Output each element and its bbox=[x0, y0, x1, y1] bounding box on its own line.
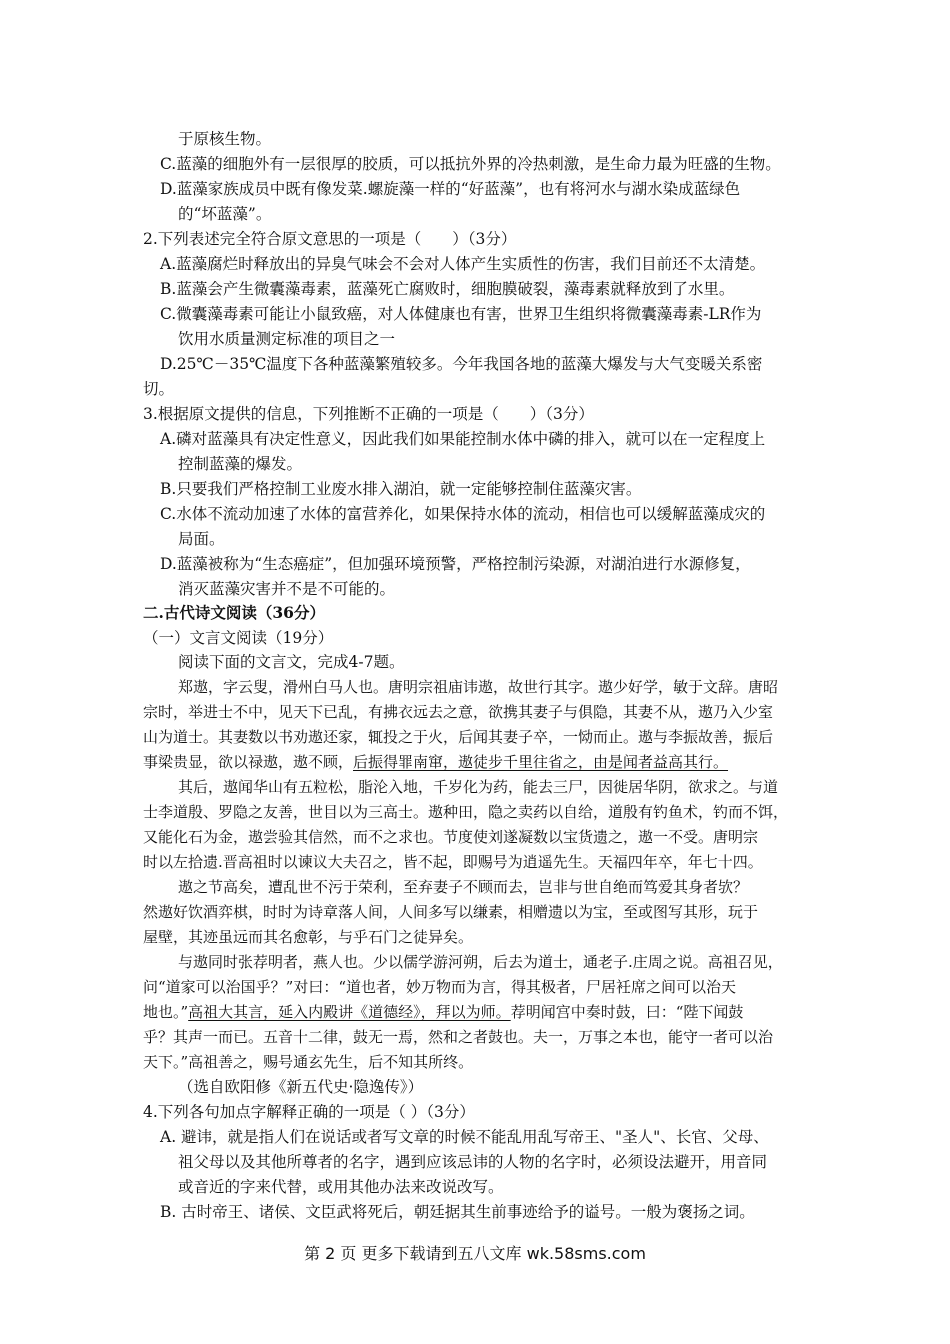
section-title: 二.古代诗文阅读（36分） bbox=[143, 603, 325, 622]
passage-p1-line3: 山为道士。其妻数以书劝遨还家，辄投之于火，后闻其妻子卒，一恸而止。遨与李振故善，振后 bbox=[143, 728, 774, 746]
passage-p4-line1: 与遨同时张荐明者，燕人也。少以儒学游河朔，后去为道士，通老子.庄周之说。高祖召见， bbox=[178, 953, 783, 971]
q2-option-d-line2: 切。 bbox=[143, 380, 175, 398]
passage-p1-line4-plain: 事梁贵显，欲以禄遨，遨不顾， bbox=[143, 753, 354, 771]
q1-option-c: C.蓝藻的细胞外有一层很厚的胶质，可以抵抗外界的冷热刺激，是生命力最为旺盛的生物。 bbox=[160, 155, 781, 173]
q1-option-d-line2: 的“坏蓝藻”。 bbox=[178, 205, 272, 223]
reading-instruction: 阅读下面的文言文，完成4-7题。 bbox=[178, 653, 405, 671]
q4-stem: 4.下列各句加点字解释正确的一项是（ ）（3分） bbox=[143, 1103, 475, 1121]
passage-source: （选自欧阳修《新五代史·隐逸传》） bbox=[178, 1078, 424, 1096]
passage-p4-line2: 问“道家可以治国乎？”对曰：“道也者，妙万物而为言，得其极者，尸居衽席之间可以治天 bbox=[143, 978, 737, 996]
passage-p4-line3 bbox=[143, 1002, 743, 1022]
underlined-sentence-2: 高祖大其言，延入内殿讲《道德经》，拜以为师。 bbox=[188, 1003, 511, 1021]
q4-option-a-line3: 或音近的字来代替，或用其他办法来改说改写。 bbox=[178, 1178, 504, 1196]
q3-stem: 3.根据原文提供的信息，下列推断不正确的一项是（ ）（3分） bbox=[143, 405, 594, 423]
passage-p1-line2: 宗时，举进士不中，见天下已乱，有拂衣远去之意，欲携其妻子与俱隐，其妻不从，遨乃入少室 bbox=[143, 703, 774, 721]
passage-p4-line4: 乎？其声一而已。五音十二律，鼓无一焉，然和之者鼓也。夫一，万事之本也，能守一者可以治 bbox=[143, 1028, 774, 1046]
page-footer: 第 2 页 更多下载请到五八文库 wk.58sms.com bbox=[304, 1244, 646, 1263]
q2-option-c-line2: 饮用水质量测定标准的项目之一 bbox=[178, 330, 396, 348]
q2-option-d-line1: D.25℃－35℃温度下各种蓝藻繁殖较多。今年我国各地的蓝藻大爆发与大气变暖关系密 bbox=[160, 355, 763, 373]
passage-p4-line3-end: 荐明闻宫中奏时鼓，曰：“陛下闻鼓 bbox=[510, 1003, 744, 1021]
q4-option-b: B. 古时帝王、诸侯、文臣武将死后，朝廷据其生前事迹给予的谥号。一般为褒扬之词。 bbox=[160, 1203, 755, 1221]
passage-p4-line5: 天下。”高祖善之，赐号通玄先生，后不知其所终。 bbox=[143, 1053, 474, 1071]
passage-p3-line2: 然遨好饮酒弈棋，时时为诗章落人间，人间多写以缣素，相赠遗以为宝，至或图写其形，玩于 bbox=[143, 903, 759, 921]
q4-option-a-line1: A. 避讳，就是指人们在说话或者写文章的时候不能乱用乱写帝王、"圣人"、长官、父母、 bbox=[160, 1128, 769, 1146]
q3-option-a-line2: 控制蓝藻的爆发。 bbox=[178, 455, 303, 473]
q2-option-c-line1: C.微囊藻毒素可能让小鼠致癌，对人体健康也有害，世界卫生组织将微囊藻毒素-LR作为 bbox=[160, 305, 762, 323]
q2-option-b: B.蓝藻会产生微囊藻毒素，蓝藻死亡腐败时，细胞膜破裂，藻毒素就释放到了水里。 bbox=[160, 280, 735, 298]
passage-p1-line1: 郑遨，字云叟，滑州白马人也。唐明宗祖庙讳遨，故世行其字。遨少好学，敏于文辞。唐昭 bbox=[178, 678, 779, 696]
passage-p2-line1: 其后，遨闻华山有五粒松，脂沦入地，千岁化为药，能去三尸，因徙居华阴，欲求之。与道 bbox=[178, 778, 779, 796]
q2-option-a: A.蓝藻腐烂时释放出的异臭气味会不会对人体产生实质性的伤害，我们目前还不太清楚。 bbox=[160, 255, 766, 273]
passage-p2-line4: 时以左拾遗.晋高祖时以谏议大夫召之，皆不起，即赐号为逍遥先生。天福四年卒，年七十四。 bbox=[143, 853, 763, 871]
underlined-sentence-1: 后振得罪南窜，遨徒步千里往省之，由是闻者益高其行。 bbox=[353, 753, 729, 771]
q3-option-d-line1: D.蓝藻被称为“生态癌症”，但加强环境预警，严格控制污染源，对湖泊进行水源修复， bbox=[160, 555, 751, 573]
passage-p2-line2: 士李道殷、罗隐之友善，世目以为三高士。遨种田，隐之卖药以自给，道殷有钓鱼术，钓而不饵， bbox=[143, 803, 789, 821]
passage-p4-line3-start: 地也。” bbox=[143, 1003, 189, 1021]
passage-p1-line4 bbox=[143, 752, 728, 772]
passage-p2-line3: 又能化石为金，遨尝验其信然，而不之求也。节度使刘遂凝数以宝货遗之，遨一不受。唐明宗 bbox=[143, 828, 759, 846]
q3-option-a-line1: A.磷对蓝藻具有决定性意义，因此我们如果能控制水体中磷的排入，就可以在一定程度上 bbox=[160, 430, 766, 448]
q2-stem: 2.下列表述完全符合原文意思的一项是（ ）（3分） bbox=[143, 230, 517, 248]
q1-option-b-continuation: 于原核生物。 bbox=[178, 130, 272, 148]
subsection-title: （一）文言文阅读（19分） bbox=[143, 629, 334, 647]
q4-option-a-line2: 祖父母以及其他所尊者的名字，遇到应该忌讳的人物的名字时，必须设法避开，用音同 bbox=[178, 1153, 768, 1171]
q1-option-d-line1: D.蓝藻家族成员中既有像发菜.螺旋藻一样的“好蓝藻”，也有将河水与湖水染成蓝绿色 bbox=[160, 180, 741, 198]
q3-option-c-line1: C.水体不流动加速了水体的富营养化，如果保持水体的流动，相信也可以缓解蓝藻成灾的 bbox=[160, 505, 766, 523]
passage-p3-line1: 遨之节高矣，遭乱世不污于荣利，至弃妻子不顾而去，岂非与世自绝而笃爱其身者欤？ bbox=[178, 878, 749, 896]
passage-p3-line3: 屋壁，其迹虽远而其名愈彰，与乎石门之徒异矣。 bbox=[143, 928, 474, 946]
q3-option-d-line2: 消灭蓝藻灾害并不是不可能的。 bbox=[178, 580, 396, 598]
q3-option-c-line2: 局面。 bbox=[178, 530, 225, 548]
q3-option-b: B.只要我们严格控制工业废水排入湖泊，就一定能够控制住蓝藻灾害。 bbox=[160, 480, 642, 498]
